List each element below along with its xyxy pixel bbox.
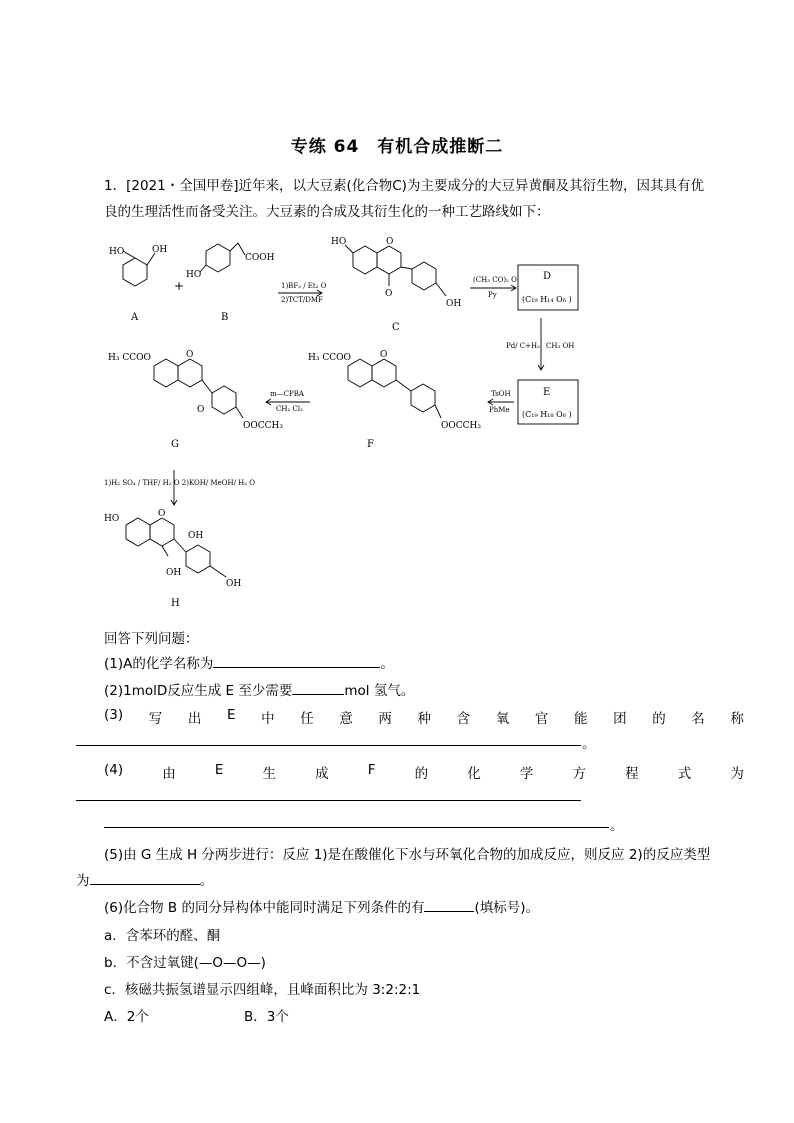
question-4-answer-line-2[interactable] (104, 827, 609, 828)
de-reagent-2: CH₃ OH (546, 342, 575, 350)
ef-reagent-2: PhMe (489, 406, 510, 414)
b-cooh-label: COOH (245, 253, 275, 263)
compound-h-label: H (171, 598, 180, 609)
question-6-end: (填标号)。 (474, 900, 540, 916)
question-3-answer-line[interactable] (76, 745, 581, 746)
cd-reagent-2: Py (488, 291, 497, 299)
a-ho-label: HO (109, 247, 125, 257)
f-h3ccoo-label: H₃ CCOO (308, 353, 351, 363)
condition-c: c．核磁共振氢谱显示四组峰，且峰面积比为 3:2:2:1 (104, 982, 421, 998)
g-h3ccoo-label: H₃ CCOO (108, 353, 151, 363)
b-ho-label: HO (186, 270, 202, 280)
page-title: 专练 64 有机合成推断二 (290, 137, 504, 157)
fg-reagent-1: m—CPBA (270, 390, 304, 398)
question-1-end: 。 (380, 656, 394, 672)
compound-h-ring-a (126, 518, 150, 546)
question-5-text: 为 (76, 873, 90, 889)
compound-e-label: E (543, 387, 551, 398)
intro-line-1: 1．[2021・全国甲卷]近年来，以大豆素(化合物C)为主要成分的大豆异黄酮及其衍生物，因其具有优 (104, 178, 704, 194)
compound-e-formula: (C₁₉ H₁₈ O₆ ) (522, 410, 572, 419)
question-4-answer-line-1[interactable] (76, 800, 581, 801)
compound-b-ring (206, 244, 230, 272)
question-6-blank[interactable] (424, 897, 474, 912)
compound-d-label: D (543, 271, 552, 282)
ab-reagent-1: 1)BF₃ / Et₂ O (281, 282, 327, 290)
question-5-line-1: (5)由 G 生成 H 分两步进行：反应 1)是在酸催化下水与环氧化合物的加成反应，则反应 2)的反应类型 (104, 847, 711, 863)
de-reagent-1: Pd/ C+H₂ (506, 342, 540, 350)
compound-g-label: G (171, 439, 179, 450)
intro-line-2: 良的生理活性而备受关注。大豆素的合成及其衍生化的一种工艺路线如下： (104, 204, 550, 220)
cd-reagent-1: (CH₃ CO)₂ O (473, 276, 517, 284)
condition-b: b．不含过氧键(—O—O—) (104, 955, 266, 971)
compound-d-formula: (C₁₉ H₁₄ O₆ ) (522, 295, 572, 304)
plus-sign: + (174, 279, 185, 293)
question-4: (4) 由 E 生 成 F 的 化 学 方 程 式 为 (104, 762, 744, 782)
c-ho-label: HO (331, 237, 347, 247)
compound-h-ring-b (150, 518, 174, 546)
compound-f-ring-c (411, 384, 435, 412)
c-o-label: O (386, 237, 394, 247)
h-ho-label: HO (104, 514, 120, 524)
compound-c-label: C (392, 322, 400, 333)
question-1 (104, 652, 394, 672)
question-2-blank[interactable] (292, 680, 344, 695)
compound-h-ring-c (186, 545, 210, 573)
question-5-end: 。 (199, 873, 213, 889)
compound-f-ring-a (348, 359, 372, 387)
condition-a: a．含苯环的醛、酮 (104, 928, 221, 944)
compound-b-label: B (221, 312, 229, 323)
question-1-text: (1)A的化学名称为 (104, 656, 214, 672)
h-oh-label-3: OH (226, 579, 242, 589)
question-2-end: mol 氢气。 (344, 683, 415, 699)
ab-reagent-2: 2)TCT/DMF (281, 296, 323, 304)
gh-reagents: 1)H₂ SO₄ / THF/ H₂ O 2)KOH/ MeOH/ H₂ O (104, 479, 256, 487)
c-oh-label: OH (446, 299, 462, 309)
compound-a-label: A (131, 312, 139, 323)
question-2 (104, 679, 414, 699)
compound-c-ring-b (377, 246, 401, 274)
g-ooch3-label: OOCCH₃ (243, 421, 283, 431)
question-4-end: 。 (610, 818, 624, 834)
compound-g-ring-b (178, 359, 202, 387)
g-epoxide-o: O (197, 405, 205, 415)
h-oh-label-2: OH (166, 568, 182, 578)
h-o-label: O (158, 509, 166, 519)
compound-g-ring-c (212, 386, 236, 414)
f-ooch3-label: OOCCH₃ (441, 421, 481, 431)
h-oh-label-1: OH (188, 531, 204, 541)
compound-c-ring-a (353, 246, 377, 274)
compound-a-ring (123, 258, 147, 286)
compound-f-label: F (367, 439, 374, 450)
a-oh-label: OH (152, 245, 168, 255)
questions-lead: 回答下列问题： (104, 631, 199, 647)
compound-f-ring-b (372, 359, 396, 387)
compound-c-ring-c (412, 262, 436, 290)
fg-reagent-2: CH₂ Cl₂ (276, 405, 303, 413)
question-5-line-2 (76, 869, 213, 889)
question-3-end: 。 (582, 736, 596, 752)
question-6 (104, 896, 539, 916)
question-2-text: (2)1molD反应生成 E 至少需要 (104, 683, 293, 699)
option-a[interactable]: A．2个 (104, 1009, 149, 1025)
c-carbonyl-o: O (385, 289, 393, 299)
f-o-label: O (380, 350, 388, 360)
question-6-text: (6)化合物 B 的同分异构体中能同时满足下列条件的有 (104, 900, 425, 916)
question-3: (3) 写 出 E 中 任 意 两 种 含 氧 官 能 团 的 名 称 (104, 707, 744, 727)
question-5-blank[interactable] (90, 870, 200, 885)
question-1-blank[interactable] (213, 653, 380, 668)
ef-reagent-1: TsOH (491, 390, 511, 398)
compound-g-ring-a (154, 359, 178, 387)
g-o-label: O (186, 350, 194, 360)
option-b[interactable]: B．3个 (244, 1009, 289, 1025)
